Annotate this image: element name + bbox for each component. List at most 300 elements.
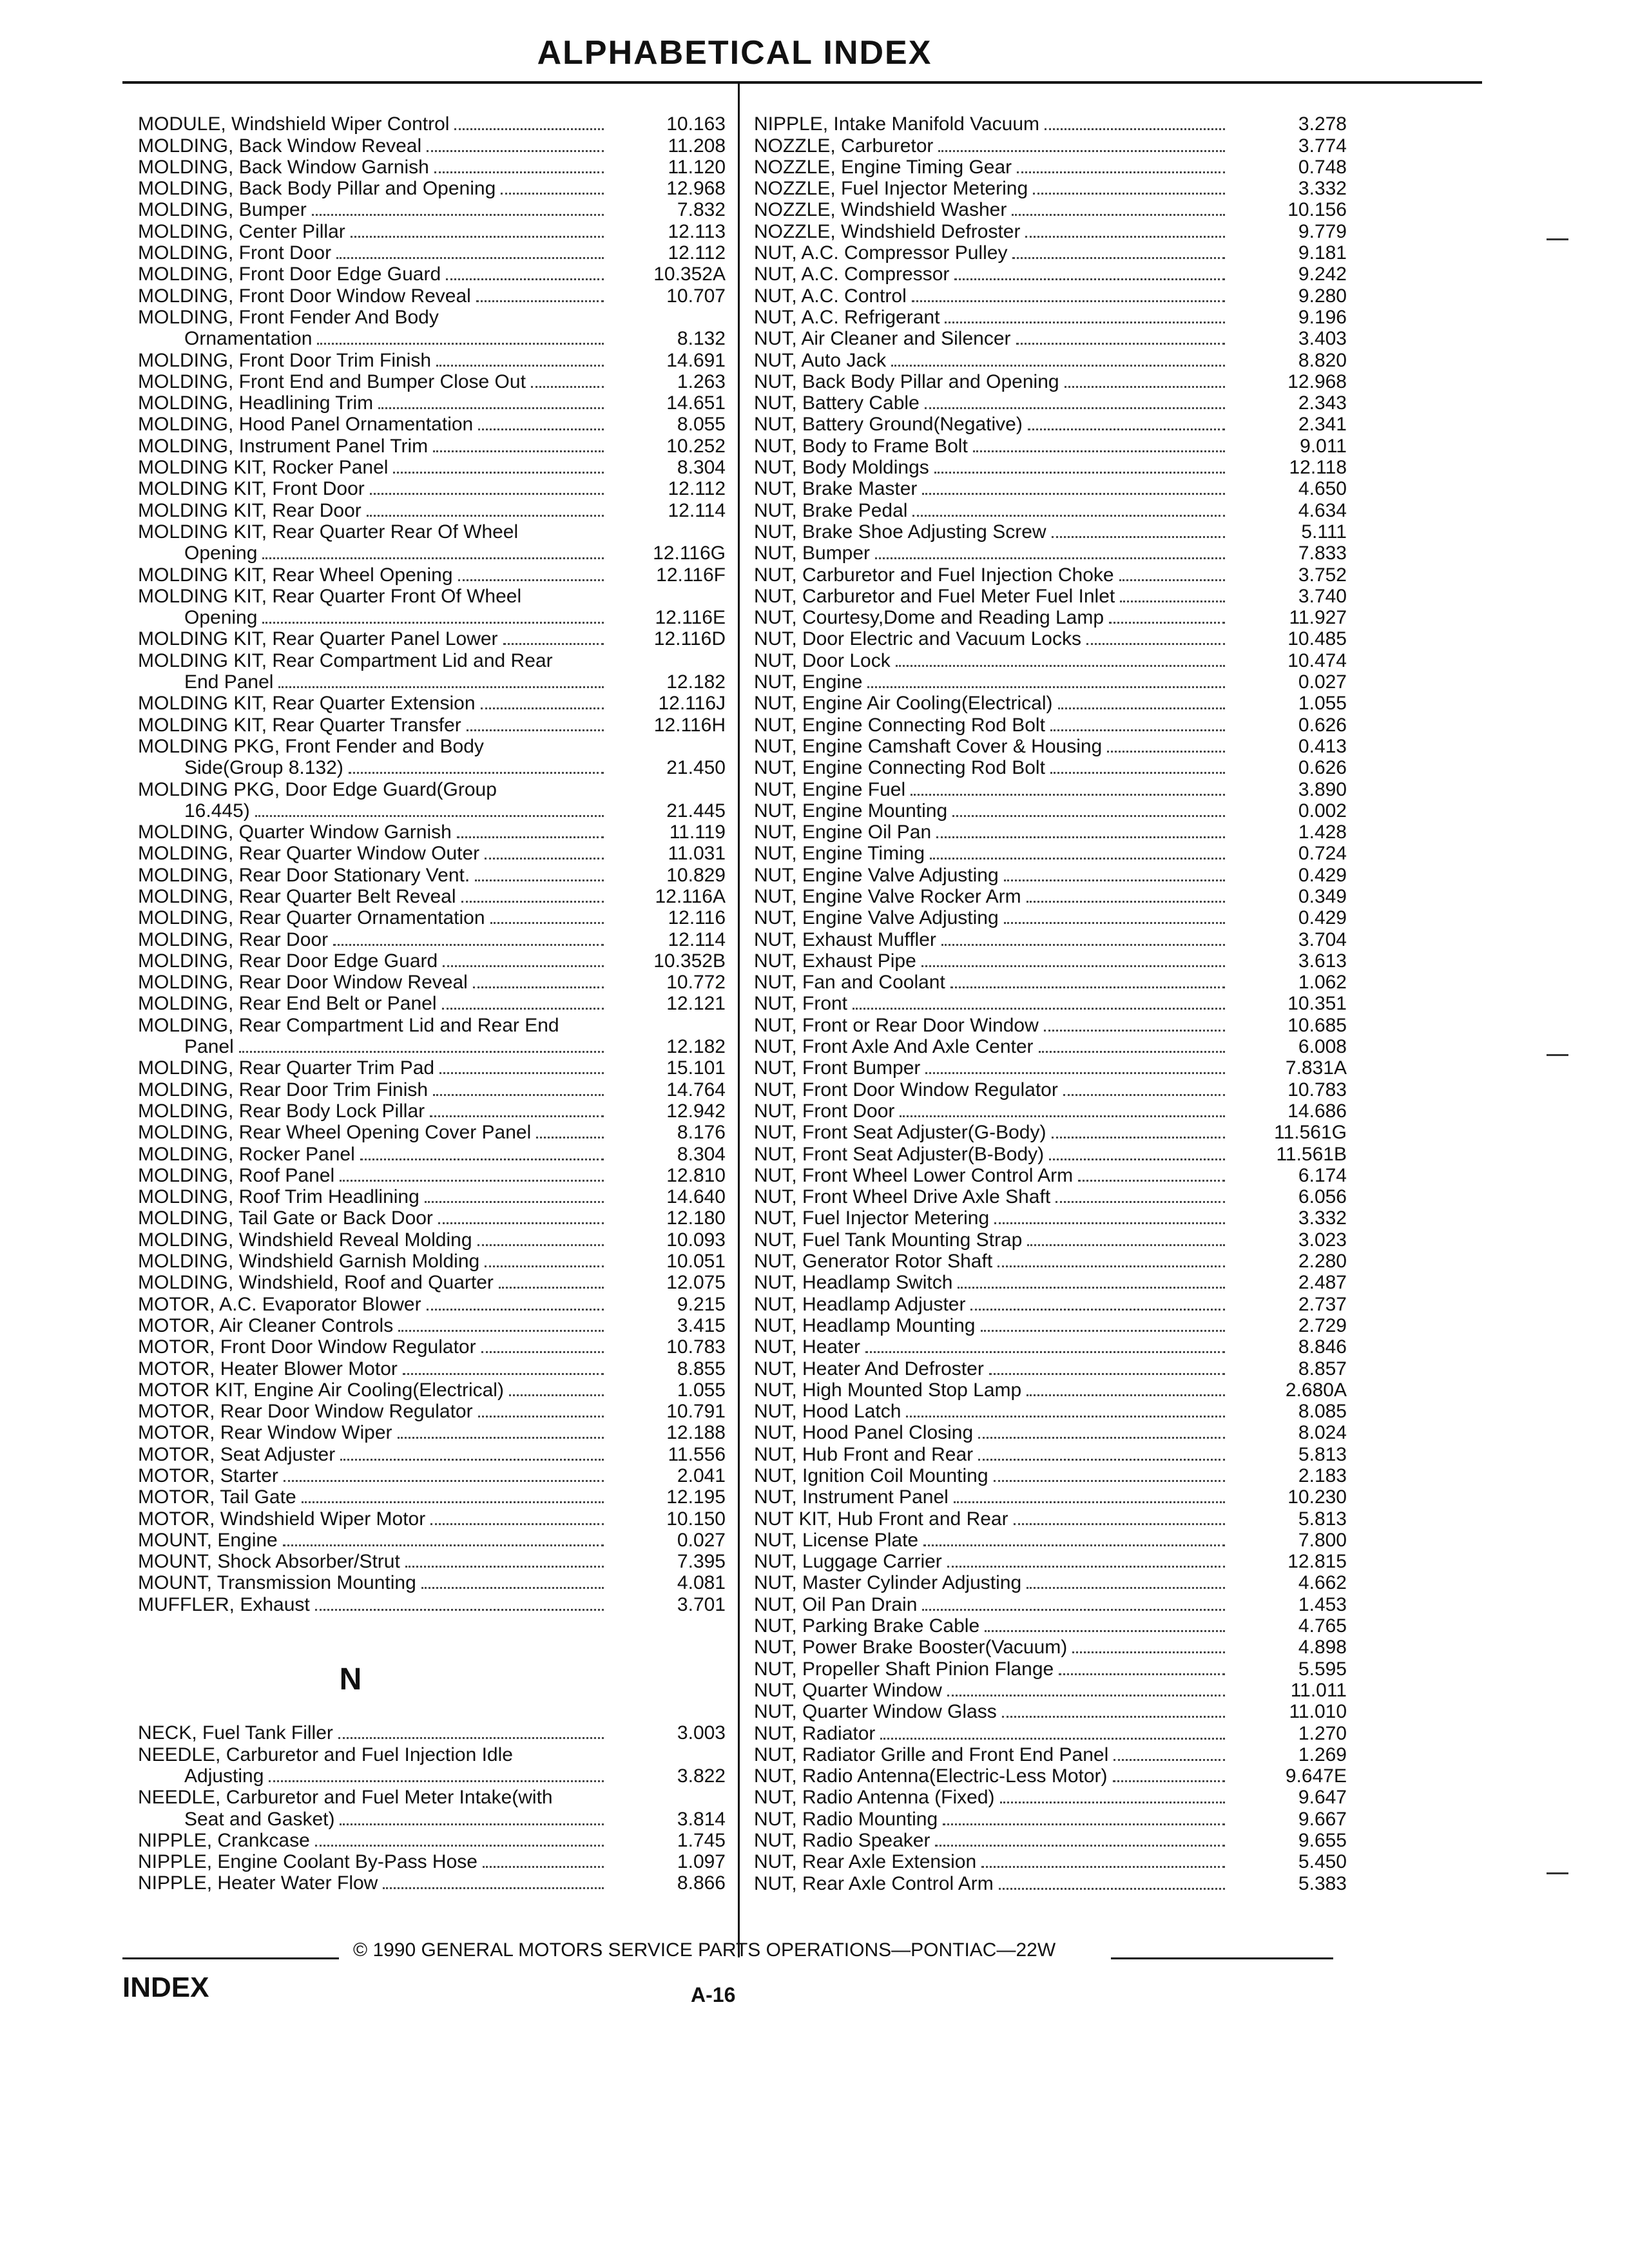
dot-leader (938, 150, 1225, 152)
dot-leader (483, 1866, 604, 1868)
dot-leader (945, 322, 1225, 323)
entry-page-number: 2.343 (1298, 392, 1347, 414)
entry-page-number: 10.783 (666, 1336, 726, 1358)
entry-page-number: 0.724 (1298, 843, 1347, 865)
dot-leader (943, 1823, 1225, 1825)
index-entry (754, 414, 1347, 435)
index-entry (754, 435, 1347, 456)
entry-page-number: 3.774 (1298, 135, 1347, 157)
dot-leader (922, 1609, 1225, 1611)
entry-text: MOLDING, Windshield, Roof and Quarter (138, 1272, 494, 1294)
index-entry (754, 822, 1347, 843)
entry-text: NUT, Engine Oil Pan (754, 822, 932, 843)
entry-page-number: 10.051 (666, 1251, 726, 1273)
dot-leader (925, 1072, 1225, 1074)
entry-text: NUT, Hood Latch (754, 1401, 901, 1423)
entry-page-number: 12.182 (666, 671, 726, 693)
entry-page-number: 12.114 (668, 499, 726, 521)
dot-leader (1065, 386, 1225, 388)
footer-rule (1111, 1957, 1333, 1959)
entry-text: NUT, Engine Camshaft Cover & Housing (754, 735, 1103, 757)
dot-leader (1027, 1587, 1225, 1589)
index-entry (754, 1658, 1347, 1679)
dot-leader (1109, 622, 1225, 624)
index-entry (754, 1465, 1347, 1486)
dot-leader (434, 171, 604, 173)
entry-page-number: 5.813 (1298, 1508, 1347, 1530)
entry-page-number: 9.647 (1298, 1787, 1347, 1809)
index-entry (754, 972, 1347, 993)
entry-page-number: 14.764 (666, 1079, 726, 1100)
dot-leader (922, 493, 1225, 495)
entry-page-number: 10.474 (1287, 649, 1347, 671)
index-entry (754, 586, 1347, 607)
dot-leader (454, 128, 604, 130)
entry-page-number: 1.270 (1298, 1722, 1347, 1744)
entry-text: NUT, Bumper (754, 543, 871, 564)
index-entry (754, 778, 1347, 800)
index-entry (754, 1036, 1347, 1057)
dot-leader (952, 815, 1225, 817)
dot-leader (1028, 428, 1225, 430)
entry-page-number: 7.833 (1298, 543, 1347, 564)
dot-leader (442, 1008, 604, 1010)
entry-page-number: 6.008 (1298, 1036, 1347, 1058)
entry-page-number: 1.269 (1298, 1744, 1347, 1765)
dot-leader (467, 729, 604, 731)
entry-text: MOUNT, Transmission Mounting (138, 1572, 416, 1594)
dot-leader (1014, 1523, 1225, 1525)
dot-leader (1002, 1716, 1225, 1718)
entry-text: NUT, Front Axle And Axle Center (754, 1036, 1034, 1058)
index-entry (138, 457, 726, 478)
dot-leader (317, 343, 604, 345)
entry-page-number: 9.196 (1298, 306, 1347, 328)
entry-text: MOLDING, Front Door (138, 242, 332, 264)
entry-page-number: 10.829 (666, 864, 726, 886)
entry-page-number: 3.740 (1298, 585, 1347, 607)
entry-page-number: 9.647E (1285, 1765, 1347, 1787)
index-entry (138, 1079, 726, 1100)
entry-text: NIPPLE, Heater Water Flow (138, 1872, 378, 1894)
index-entry (754, 1787, 1347, 1808)
entry-page-number: 9.779 (1298, 220, 1347, 242)
index-entry (754, 864, 1347, 885)
index-entry (754, 220, 1347, 242)
entry-page-number: 2.341 (1298, 414, 1347, 436)
entry-page-number: 11.561G (1274, 1122, 1347, 1144)
dot-leader (405, 1566, 604, 1568)
dot-leader (1027, 901, 1225, 903)
index-entry (754, 1186, 1347, 1207)
entry-page-number: 3.890 (1298, 778, 1347, 800)
entry-page-number: 1.453 (1298, 1593, 1347, 1615)
entry-page-number: 0.002 (1298, 800, 1347, 822)
entry-page-number: 10.352A (653, 264, 726, 285)
entry-text: Seat and Gasket) (184, 1808, 335, 1830)
title-rule (122, 81, 1482, 84)
index-entry (138, 1401, 726, 1422)
entry-text: NUT, Brake Master (754, 478, 918, 500)
entry-page-number: 2.680A (1285, 1379, 1347, 1401)
dot-leader (998, 1265, 1225, 1267)
entry-text: NUT, Fuel Injector Metering (754, 1207, 990, 1229)
index-entry (754, 135, 1347, 156)
entry-text: NEEDLE, Carburetor and Fuel Injection Idle (138, 1744, 513, 1765)
entry-page-number: 12.116H (653, 714, 726, 736)
index-entry (754, 521, 1347, 543)
entry-page-number: 9.655 (1298, 1830, 1347, 1852)
index-entry (754, 392, 1347, 414)
entry-text: MOLDING, Instrument Panel Trim (138, 435, 429, 457)
index-entry (138, 864, 726, 885)
entry-text: NUT, Radio Mounting (754, 1808, 938, 1830)
dot-leader (1113, 1759, 1225, 1761)
entry-page-number: 12.116A (655, 885, 726, 907)
dot-leader (1044, 1030, 1225, 1032)
entry-text: NUT, Radio Speaker (754, 1830, 930, 1852)
dot-leader (333, 944, 604, 946)
entry-page-number: 12.968 (1287, 370, 1347, 392)
entry-text: MOLDING, Rear Compartment Lid and Rear End (138, 1014, 559, 1036)
index-entry (754, 1057, 1347, 1079)
entry-page-number: 4.081 (677, 1572, 726, 1594)
dot-leader (284, 1480, 604, 1482)
page-number: A-16 (691, 1983, 736, 2006)
entry-text: NUT, Brake Pedal (754, 499, 908, 521)
entry-page-number: 3.403 (1298, 328, 1347, 350)
dot-leader (947, 1566, 1225, 1568)
index-entry (754, 671, 1347, 693)
dot-leader (954, 1501, 1225, 1503)
dot-leader (349, 772, 604, 774)
entry-page-number: 12.113 (668, 220, 726, 242)
dot-leader (994, 1222, 1225, 1224)
entry-text: NUT, Engine (754, 671, 863, 693)
dot-leader (239, 1051, 604, 1053)
dot-leader (1017, 171, 1225, 173)
index-entry (754, 800, 1347, 822)
entry-text: NUT, Generator Rotor Shaft (754, 1251, 993, 1273)
entry-text: MOLDING KIT, Rear Wheel Opening (138, 564, 453, 586)
entry-page-number: 2.729 (1298, 1314, 1347, 1336)
entry-text: NUT, Back Body Pillar and Opening (754, 370, 1059, 392)
index-entry (138, 1143, 726, 1164)
dot-leader (912, 300, 1225, 302)
entry-page-number: 3.814 (677, 1808, 726, 1830)
entry-text: NUT, Front (754, 993, 848, 1015)
index-entry (138, 178, 726, 199)
dot-leader (1086, 643, 1225, 645)
index-entry (138, 1551, 726, 1572)
index-entry (754, 1701, 1347, 1722)
dot-leader (458, 579, 604, 581)
entry-page-number: 11.208 (668, 135, 726, 157)
entry-page-number: 12.182 (666, 1036, 726, 1058)
entry-page-number: 5.450 (1298, 1851, 1347, 1873)
dot-leader (481, 1351, 604, 1353)
index-entry (754, 1530, 1347, 1551)
entry-page-number: 3.003 (677, 1722, 726, 1744)
dot-leader (421, 1587, 604, 1589)
index-entry (138, 1207, 726, 1229)
entry-page-number: 8.132 (677, 328, 726, 350)
index-entry (138, 778, 726, 800)
entry-page-number: 5.595 (1298, 1658, 1347, 1680)
entry-text: NUT, Door Electric and Vacuum Locks (754, 628, 1081, 650)
index-entry (138, 1508, 726, 1529)
dot-leader (315, 1845, 604, 1847)
entry-page-number: 6.056 (1298, 1186, 1347, 1208)
dot-leader (1016, 343, 1225, 345)
entry-text: NUT, Radiator Grille and Front End Panel (754, 1744, 1109, 1765)
entry-text: MOUNT, Engine (138, 1529, 278, 1551)
dot-leader (1027, 1394, 1225, 1396)
dot-leader (475, 879, 604, 881)
entry-page-number: 12.075 (666, 1272, 726, 1294)
entry-text: NUT, Ignition Coil Mounting (754, 1465, 988, 1486)
entry-page-number: 21.445 (666, 800, 726, 822)
index-entry (754, 307, 1347, 328)
entry-text: MOLDING, Hood Panel Ornamentation (138, 414, 474, 436)
index-entry (754, 328, 1347, 349)
entry-page-number: 12.942 (666, 1100, 726, 1122)
entry-page-number: 11.120 (668, 156, 726, 178)
dot-leader (981, 1330, 1226, 1332)
entry-page-number: 2.737 (1298, 1293, 1347, 1315)
index-entry (138, 586, 726, 607)
entry-page-number: 12.112 (668, 478, 726, 500)
entry-page-number: 0.626 (1298, 757, 1347, 779)
entry-text: MOLDING PKG, Front Fender and Body (138, 735, 484, 757)
entry-page-number: 3.822 (677, 1765, 726, 1787)
dot-leader (262, 557, 604, 559)
index-entry (138, 1100, 726, 1122)
entry-text: NOZZLE, Windshield Defroster (754, 220, 1021, 242)
index-entry (754, 1293, 1347, 1314)
index-entry (138, 1787, 726, 1808)
entry-text: NUT, A.C. Compressor Pulley (754, 242, 1008, 264)
index-entry (754, 1143, 1347, 1164)
index-entry (754, 907, 1347, 928)
dot-leader (954, 278, 1225, 280)
dot-leader (427, 150, 604, 152)
entry-page-number: 9.242 (1298, 264, 1347, 285)
entry-page-number: 2.280 (1298, 1251, 1347, 1273)
entry-text: NUT, A.C. Compressor (754, 264, 950, 285)
index-entry (754, 607, 1347, 628)
entry-text: MOLDING, Rear Door Stationary Vent. (138, 864, 470, 886)
entry-text: NECK, Fuel Tank Filler (138, 1722, 333, 1744)
entry-text: NUT, Hub Front and Rear (754, 1443, 974, 1465)
entry-page-number: 10.685 (1287, 1014, 1347, 1036)
entry-page-number: 12.815 (1287, 1551, 1347, 1573)
entry-page-number: 12.180 (666, 1207, 726, 1229)
dot-leader (360, 1158, 604, 1160)
entry-text: MOLDING, Rear Wheel Opening Cover Panel (138, 1122, 532, 1144)
entry-page-number: 0.429 (1298, 864, 1347, 886)
dot-leader (473, 986, 604, 988)
entry-page-number: 8.085 (1298, 1401, 1347, 1423)
dot-leader (367, 515, 604, 517)
entry-text: Ornamentation (184, 328, 313, 350)
entry-text: MOLDING, Center Pillar (138, 220, 345, 242)
entry-text: MOLDING, Back Body Pillar and Opening (138, 178, 496, 200)
entry-text: NUT, Engine Connecting Rod Bolt (754, 714, 1045, 736)
index-entry (754, 1251, 1347, 1272)
index-entry (754, 285, 1347, 306)
entry-text: MOLDING, Front Fender And Body (138, 306, 439, 328)
entry-page-number: 3.613 (1298, 950, 1347, 972)
index-entry (754, 1872, 1347, 1894)
entry-page-number: 12.116J (658, 693, 726, 715)
dot-leader (1050, 772, 1225, 774)
dot-leader (896, 665, 1225, 667)
index-entry (138, 1830, 726, 1851)
index-entry (754, 1272, 1347, 1293)
entry-text: MOTOR, Rear Door Window Regulator (138, 1401, 473, 1423)
dot-leader (262, 622, 604, 624)
dot-leader (383, 1887, 604, 1889)
index-entry (754, 349, 1347, 370)
index-entry (138, 307, 726, 328)
entry-page-number: 0.027 (1298, 671, 1347, 693)
index-entry (138, 1379, 726, 1401)
index-entry (138, 1272, 726, 1293)
index-entry (138, 435, 726, 456)
index-entry (138, 371, 726, 392)
index-entry (754, 457, 1347, 478)
dot-leader (427, 1309, 604, 1311)
entry-text: NUT, Headlamp Switch (754, 1272, 953, 1294)
dot-leader (1039, 1051, 1225, 1053)
dot-leader (999, 1888, 1225, 1890)
index-entry (754, 1079, 1347, 1100)
index-entry (138, 1465, 726, 1486)
right-entries (754, 113, 1347, 1894)
entry-text: MOTOR, Heater Blower Motor (138, 1358, 398, 1379)
index-entry (138, 800, 726, 822)
index-entry (138, 972, 726, 993)
entry-text: NUT, Quarter Window Glass (754, 1701, 997, 1723)
entry-text: MOTOR, Seat Adjuster (138, 1443, 336, 1465)
dot-leader (536, 1137, 604, 1139)
dot-leader (911, 794, 1225, 796)
entry-text: MOLDING, Rear Body Lock Pillar (138, 1100, 425, 1122)
dot-leader (1012, 257, 1225, 259)
dot-leader (978, 1459, 1225, 1461)
dot-leader (978, 1437, 1225, 1439)
entry-page-number: 14.640 (666, 1186, 726, 1208)
entry-page-number: 1.055 (677, 1379, 726, 1401)
dot-leader (1119, 579, 1225, 581)
entry-page-number: 5.813 (1298, 1443, 1347, 1465)
index-entry (138, 564, 726, 585)
index-entry (754, 1401, 1347, 1422)
dot-leader (985, 1630, 1225, 1632)
index-entry (138, 1572, 726, 1593)
entry-page-number: 12.116F (656, 564, 726, 586)
entry-page-number: 0.748 (1298, 156, 1347, 178)
entry-page-number: 3.023 (1298, 1229, 1347, 1251)
dot-leader (853, 1008, 1225, 1010)
index-entry (138, 1722, 726, 1744)
index-entry (754, 1808, 1347, 1829)
entry-page-number: 10.707 (666, 285, 726, 307)
entry-page-number: 8.304 (677, 1143, 726, 1165)
dot-leader (1052, 1137, 1226, 1139)
entry-text: NUT, Engine Connecting Rod Bolt (754, 757, 1045, 779)
entry-text: MOLDING KIT, Front Door (138, 478, 365, 500)
entry-text: MOTOR KIT, Engine Air Cooling(Electrical) (138, 1379, 504, 1401)
entry-text: Panel (184, 1036, 234, 1058)
index-entry (138, 242, 726, 264)
entry-text: MOLDING, Front End and Bumper Close Out (138, 370, 526, 392)
dot-leader (891, 365, 1225, 367)
dot-leader (1072, 1651, 1225, 1653)
dot-leader (340, 1823, 604, 1825)
entry-page-number: 12.118 (1289, 457, 1347, 479)
entry-text: NOZZLE, Engine Timing Gear (754, 156, 1012, 178)
index-entry (754, 1165, 1347, 1186)
entry-text: MOLDING, Rear Quarter Trim Pad (138, 1057, 435, 1079)
entry-text: MOLDING KIT, Rear Compartment Lid and Rear (138, 649, 553, 671)
entry-text: NUT, Heater And Defroster (754, 1358, 984, 1379)
dot-leader (970, 1309, 1225, 1311)
index-entry (138, 1851, 726, 1872)
index-entry (138, 1336, 726, 1358)
dot-leader (509, 1394, 604, 1396)
index-entry (754, 1443, 1347, 1465)
n-entries (138, 1722, 726, 1894)
index-entry (754, 1508, 1347, 1529)
dot-leader (947, 1695, 1225, 1696)
index-entry (754, 1572, 1347, 1593)
index-entry (138, 1293, 726, 1314)
index-entry (754, 478, 1347, 499)
index-entry (138, 264, 726, 285)
dot-leader (1004, 922, 1225, 924)
dot-leader (312, 214, 604, 216)
dot-leader (1058, 707, 1225, 709)
entry-text: NUT, Body to Frame Bolt (754, 435, 968, 457)
dot-leader (935, 1845, 1225, 1847)
entry-page-number: 6.174 (1298, 1164, 1347, 1186)
entry-page-number: 9.011 (1300, 435, 1347, 457)
entry-page-number: 12.188 (666, 1422, 726, 1444)
index-entry (754, 1851, 1347, 1872)
entry-text: NUT, Headlamp Mounting (754, 1314, 976, 1336)
entry-page-number: 4.898 (1298, 1637, 1347, 1658)
index-entry (754, 1379, 1347, 1401)
entry-page-number: 10.791 (666, 1401, 726, 1423)
index-entry (754, 1680, 1347, 1701)
entry-page-number: 12.195 (666, 1486, 726, 1508)
dot-leader (315, 1609, 604, 1611)
entry-page-number: 12.114 (668, 928, 726, 950)
dot-leader (989, 1373, 1225, 1375)
entry-text: NUT, Door Lock (754, 649, 891, 671)
entry-text: Opening (184, 543, 258, 564)
entry-text: NUT, Front Seat Adjuster(G-Body) (754, 1122, 1046, 1144)
entry-text: Adjusting (184, 1765, 264, 1787)
entry-page-number: 4.662 (1298, 1572, 1347, 1594)
margin-tick (1547, 1054, 1568, 1056)
entry-text: 16.445) (184, 800, 250, 822)
entry-text: Opening (184, 607, 258, 629)
entry-text: NUT, Engine Valve Rocker Arm (754, 885, 1021, 907)
entry-text: MOLDING, Front Door Edge Guard (138, 264, 441, 285)
